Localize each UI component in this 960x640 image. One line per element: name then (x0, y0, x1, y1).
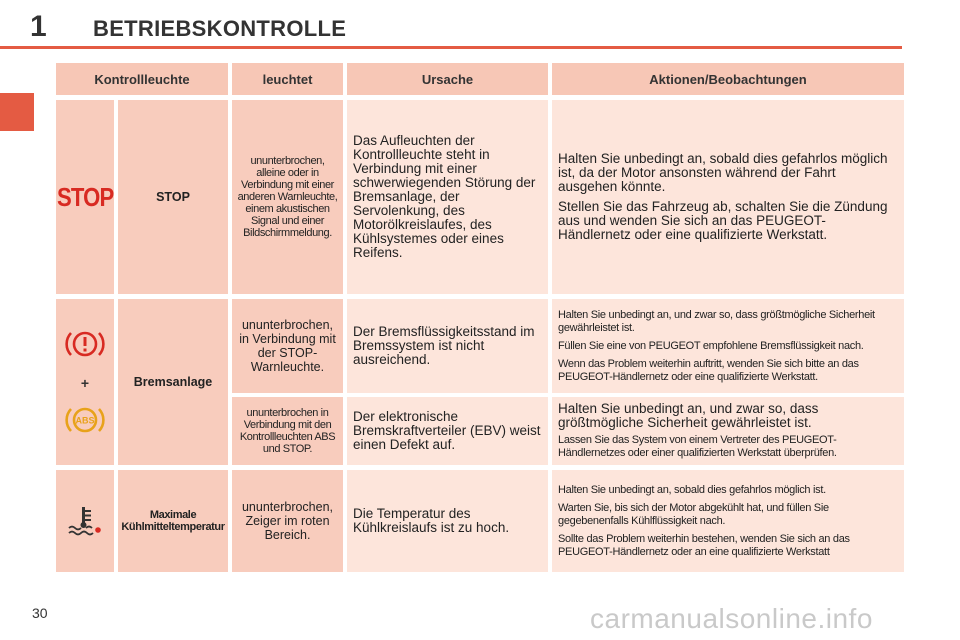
stop-icon-cell (56, 100, 114, 294)
chapter-title: BETRIEBSKONTROLLE (93, 16, 347, 41)
chapter-number: 1 (30, 10, 47, 43)
col-header-leuchtet: leuchtet (232, 63, 343, 95)
col-header-aktionen: Aktionen/Beobachtungen (552, 63, 904, 95)
brake-r1-ursache: Der Bremsflüssigkeitsstand im Bremssystem ist nicht ausreichend. (347, 299, 548, 393)
brake-r1-leuchtet: ununterbrochen, in Verbindung mit der STOP-Warnleuchte. (232, 299, 343, 393)
brake-warning-icon (65, 327, 105, 361)
abs-icon-label: ABS (75, 415, 95, 426)
brake-name: Bremsanlage (118, 299, 228, 465)
stop-leuchtet: ununterbrochen, alleine oder in Verbindung mit einer anderen Warnleuchte, einem akustischen Signal und einer Bildschirmmeldung. (232, 100, 343, 294)
stop-aktion: Halten Sie unbedingt an, sobald dies gefahrlos möglich ist, da der Motor ansonsten während der Fahrt ausgehen könnte. (558, 151, 888, 194)
brake-icon-cell (56, 299, 114, 465)
abs-warning-icon (65, 403, 105, 437)
plus-sign: + (80, 375, 90, 391)
stop-name: STOP (118, 100, 228, 294)
brake-r2-ursache: Der elektronische Bremskraftverteiler (EBV) weist einen Defekt auf. (347, 397, 548, 465)
stop-ursache: Das Aufleuchten der Kontrollleuchte steht in Verbindung mit einer schwerwiegenden Störung der Bremsanlage, der Servolenkung, des Motorölkreislaufes, des Kühlsystemes oder eines Reifens. (347, 100, 548, 294)
brake-r2-aktion-main: Halten Sie unbedingt an, und zwar so, dass größtmögliche Sicherheit gewährleistet ist. (558, 401, 819, 430)
coolant-aktionen (552, 470, 904, 572)
brake-r1-aktionen (552, 299, 904, 393)
col-header-ursache: Ursache (347, 63, 548, 95)
brake-r2-aktionen (552, 397, 904, 465)
watermark: carmanualsonline.info (590, 603, 873, 634)
brake-r2-leuchtet: ununterbrochen in Verbindung mit den Kontrollleuchten ABS und STOP. (232, 397, 343, 465)
coolant-ursache: Die Temperatur des Kühlkreislaufs ist zu hoch. (347, 470, 548, 572)
stop-aktion: Stellen Sie das Fahrzeug ab, schalten Sie die Zündung aus und wenden Sie sich an das PEUGEOT-Händlernetz oder eine qualifizierte Werkstatt. (558, 199, 888, 242)
coolant-name: Maximale Kühlmitteltemperatur (118, 470, 228, 572)
brake-r2-aktion-sub: Lassen Sie das System von einem Vertreter des PEUGEOT-Händlernetzes oder einer qualifizierten Werkstatt überprüfen. (558, 434, 837, 459)
coolant-aktion: Sollte das Problem weiterhin bestehen, wenden Sie sich an das PEUGEOT-Händlernetz oder an eine qualifizierte Werkstatt (558, 532, 850, 558)
brake-r1-aktion: Füllen Sie eine von PEUGEOT empfohlene Bremsflüssigkeit nach. (558, 339, 864, 352)
header-rule (0, 46, 902, 49)
col-header-kontrollleuchte: Kontrollleuchte (56, 63, 228, 95)
coolant-temperature-icon (67, 505, 103, 537)
coolant-aktion: Halten Sie unbedingt an, sobald dies gefahrlos möglich ist. (558, 483, 826, 496)
chapter-tab-marker (0, 93, 34, 131)
coolant-aktion: Warten Sie, bis sich der Motor abgekühlt hat, und füllen Sie gegebenenfalls Kühlflüssigkeit nach. (558, 501, 829, 527)
coolant-leuchtet: ununterbrochen, Zeiger im roten Bereich. (232, 470, 343, 572)
brake-r1-aktion: Wenn das Problem weiterhin auftritt, wenden Sie sich bitte an das PEUGEOT-Händlernetz oder eine qualifizierte Werkstatt. (558, 357, 859, 383)
stop-aktionen (552, 100, 904, 294)
brake-r1-aktion: Halten Sie unbedingt an, und zwar so, dass größtmögliche Sicherheit gewährleistet ist. (558, 308, 875, 334)
page-number: 30 (32, 605, 48, 621)
stop-icon: STOP (56, 181, 114, 212)
coolant-icon-cell (56, 470, 114, 572)
